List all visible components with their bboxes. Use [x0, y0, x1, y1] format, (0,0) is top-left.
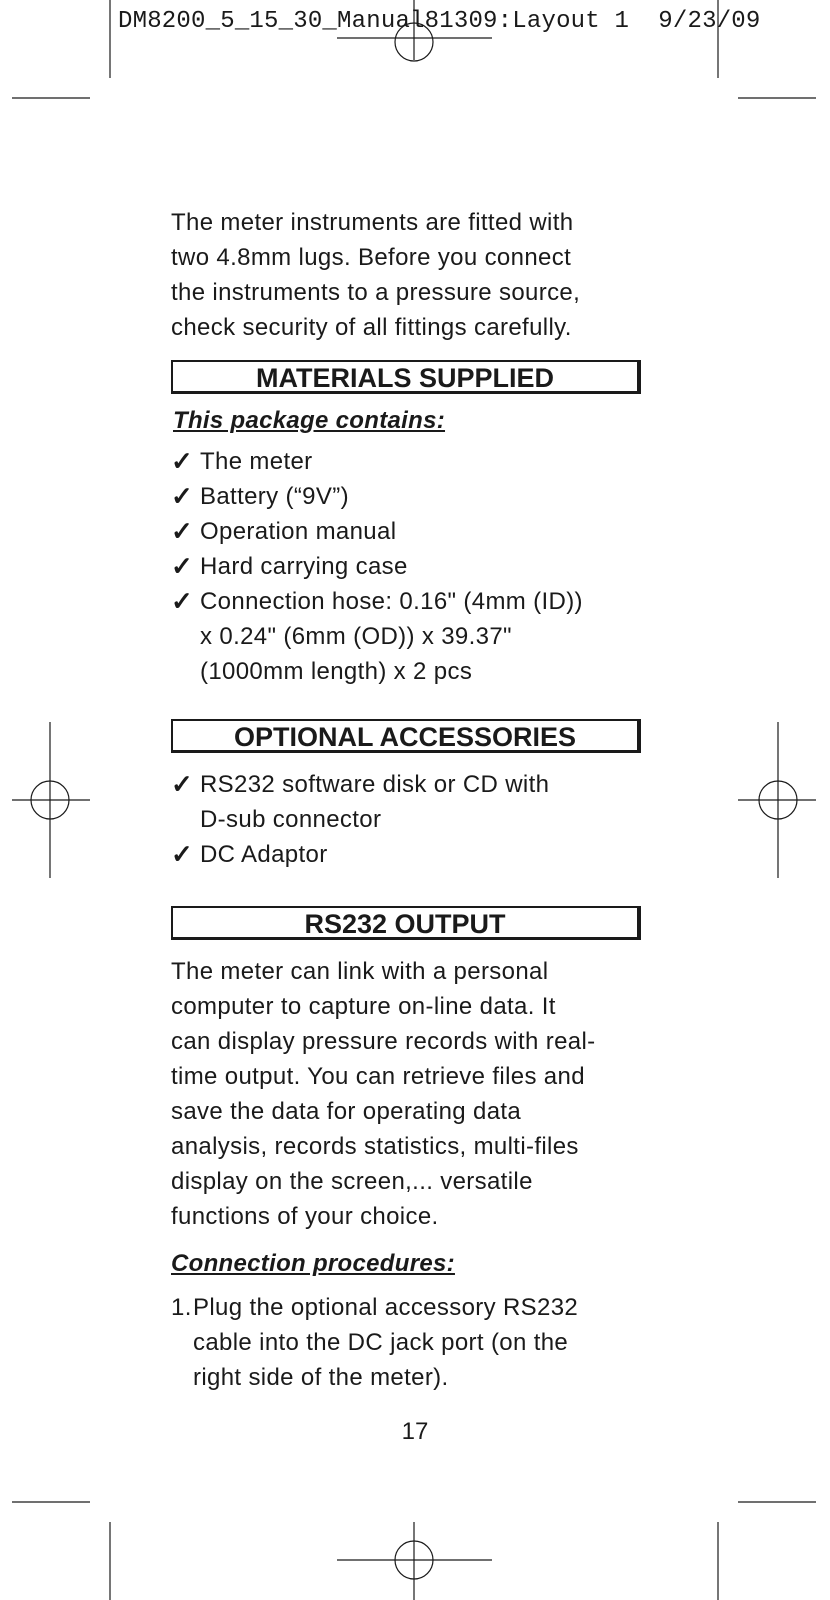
- list-item-text: Connection hose: 0.16" (4mm (ID)): [200, 588, 583, 615]
- rs232-text: [171, 954, 596, 1234]
- rs232-output-heading: RS232 OUTPUT: [171, 906, 641, 940]
- rs232-line: save the data for operating data: [171, 1098, 522, 1125]
- list-item: [171, 549, 671, 584]
- list-item-text: x 0.24" (6mm (OD)) x 39.37": [200, 623, 512, 650]
- optional-accessories-heading: OPTIONAL ACCESSORIES: [171, 719, 641, 753]
- step-text: cable into the DC jack port (on the: [193, 1329, 569, 1356]
- list-item: [171, 479, 671, 514]
- list-item: [171, 767, 671, 837]
- rs232-line: The meter can link with a personal: [171, 958, 549, 985]
- checkmark-icon: ✓: [171, 481, 194, 511]
- list-item: [171, 514, 671, 549]
- rs232-line: display on the screen,... versatile: [171, 1168, 533, 1195]
- accessories-list: [171, 767, 671, 872]
- list-item-text: Hard carrying case: [200, 553, 408, 580]
- rs232-line: analysis, records statistics, multi-files: [171, 1133, 579, 1160]
- connection-steps-list: [171, 1290, 671, 1395]
- rs232-line: time output. You can retrieve files and: [171, 1063, 585, 1090]
- list-item: [171, 1290, 671, 1395]
- page-number: 17: [401, 1418, 429, 1445]
- list-item: [171, 584, 671, 689]
- checkmark-icon: ✓: [171, 446, 194, 476]
- rs232-line: can display pressure records with real-: [171, 1028, 596, 1055]
- list-item-text: The meter: [200, 448, 313, 475]
- list-item-text: Battery (“9V”): [200, 483, 349, 510]
- checkmark-icon: ✓: [171, 516, 194, 546]
- intro-line: The meter instruments are fitted with: [171, 209, 574, 236]
- intro-line: check security of all fittings carefully.: [171, 314, 572, 341]
- step-number: 1.: [171, 1294, 192, 1321]
- intro-line: the instruments to a pressure source,: [171, 279, 581, 306]
- intro-line: two 4.8mm lugs. Before you connect: [171, 244, 572, 271]
- checkmark-icon: ✓: [171, 551, 194, 581]
- connection-procedures-subheading: Connection procedures:: [171, 1250, 455, 1277]
- list-item-text: Operation manual: [200, 518, 397, 545]
- list-item-text: RS232 software disk or CD with: [200, 771, 550, 798]
- materials-supplied-heading: MATERIALS SUPPLIED: [171, 360, 641, 394]
- list-item: [171, 444, 671, 479]
- list-item: [171, 837, 671, 872]
- materials-list: [171, 444, 671, 689]
- package-contains-subheading: This package contains:: [173, 407, 446, 434]
- print-slug-header: DM8200_5_15_30_Manual81309:Layout 1 9/23/09: [118, 8, 761, 35]
- rs232-line: computer to capture on-line data. It: [171, 993, 556, 1020]
- rs232-line: functions of your choice.: [171, 1203, 439, 1230]
- intro-text: [171, 205, 580, 345]
- list-item-text: D-sub connector: [200, 806, 382, 833]
- checkmark-icon: ✓: [171, 769, 194, 799]
- list-item-text: DC Adaptor: [200, 841, 328, 868]
- step-text: Plug the optional accessory RS232: [193, 1294, 579, 1321]
- step-text: right side of the meter).: [193, 1364, 449, 1391]
- checkmark-icon: ✓: [171, 586, 194, 616]
- checkmark-icon: ✓: [171, 839, 194, 869]
- list-item-text: (1000mm length) x 2 pcs: [200, 658, 473, 685]
